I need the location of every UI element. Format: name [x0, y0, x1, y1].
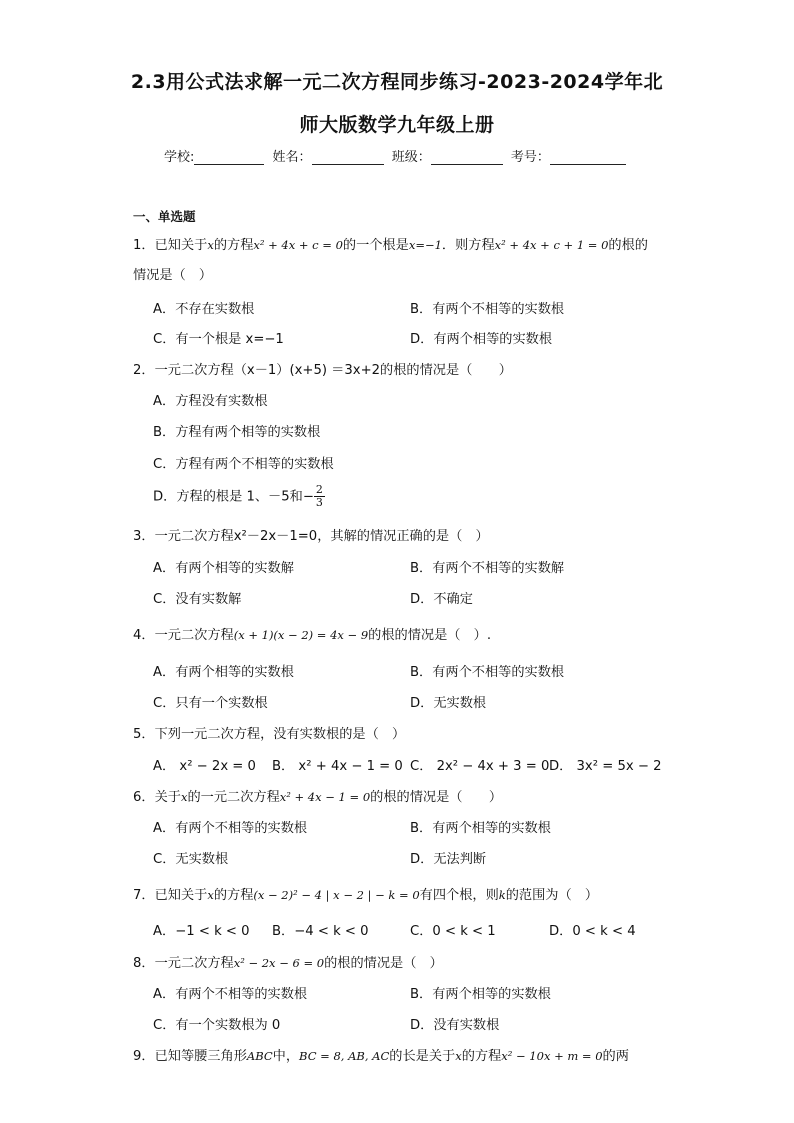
question-5-option-a[interactable]: A． x² − 2x = 0 — [153, 759, 256, 774]
class-field[interactable] — [431, 152, 503, 165]
question-2-option-b[interactable]: B．方程有两个相等的实数根 — [153, 425, 321, 440]
question-8-option-b[interactable]: B．有两个相等的实数根 — [410, 987, 551, 1002]
question-1-option-d[interactable]: D．有两个相等的实数根 — [410, 332, 553, 347]
exam-no-field[interactable] — [550, 152, 626, 165]
question-2-option-a[interactable]: A．方程没有实数根 — [153, 394, 268, 409]
question-6-option-d[interactable]: D．无法判断 — [410, 852, 487, 867]
question-4-option-d[interactable]: D．无实数根 — [410, 696, 487, 711]
page-title-line-2: 师大版数学九年级上册 — [299, 114, 495, 136]
question-9-stem: 9．已知等腰三角形ABC中，BC = 8, AB, AC的长是关于x的方程x² − 10x + m = 0的两 — [133, 1049, 629, 1064]
question-6-option-c[interactable]: C．无实数根 — [153, 852, 229, 867]
question-3-option-c[interactable]: C．没有实数解 — [153, 592, 242, 607]
question-1-option-b[interactable]: B．有两个不相等的实数根 — [410, 302, 565, 317]
question-4-stem: 4．一元二次方程(x + 1)(x − 2) = 4x − 9的根的情况是（ ）. — [133, 628, 492, 643]
question-7-option-a[interactable]: A．−1 < k < 0 — [153, 924, 250, 939]
question-2-option-d[interactable]: D．方程的根是 1、－5和− $\frac{2}{3}$ — [153, 483, 323, 509]
question-3-option-a[interactable]: A．有两个相等的实数解 — [153, 561, 294, 576]
name-field[interactable] — [312, 152, 384, 165]
question-7-stem: 7．已知关于x的方程(x − 2)² − 4 | x − 2 | − k = 0有四个根，则k的范围为（ ） — [133, 888, 599, 903]
exam-no-label: 考号： — [510, 150, 550, 165]
question-6-option-a[interactable]: A．有两个不相等的实数根 — [153, 821, 308, 836]
question-2-option-c[interactable]: C．方程有两个不相等的实数根 — [153, 457, 334, 472]
question-5-option-c[interactable]: C． 2x² − 4x + 3 = 0 — [410, 759, 550, 774]
question-6-option-b[interactable]: B．有两个相等的实数根 — [410, 821, 551, 836]
question-1-stem-line-2: 情况是（ ） — [133, 268, 213, 283]
question-7-option-c[interactable]: C．0 < k < 1 — [410, 924, 496, 939]
school-field[interactable] — [194, 152, 264, 165]
question-8-stem: 8．一元二次方程x² − 2x − 6 = 0的根的情况是（ ） — [133, 956, 443, 971]
question-1-option-c[interactable]: C．有一个根是 x=−1 — [153, 332, 284, 347]
question-8-option-d[interactable]: D．没有实数根 — [410, 1018, 500, 1033]
question-3-option-b[interactable]: B．有两个不相等的实数解 — [410, 561, 565, 576]
question-2-stem: 2．一元二次方程（x－1）(x+5) ＝3x+2的根的情况是（ ） — [133, 363, 512, 378]
question-5-option-b[interactable]: B． x² + 4x − 1 = 0 — [272, 759, 403, 774]
question-7-option-d[interactable]: D．0 < k < 4 — [549, 924, 636, 939]
question-1-option-a[interactable]: A．不存在实数根 — [153, 302, 255, 317]
question-8-option-a[interactable]: A．有两个不相等的实数根 — [153, 987, 308, 1002]
question-5-stem: 5．下列一元二次方程，没有实数根的是（ ） — [133, 727, 406, 742]
page-title-line-1: 2.3用公式法求解一元二次方程同步练习-2023-2024学年北 — [130, 71, 664, 93]
class-label: 班级： — [391, 150, 431, 165]
question-6-stem: 6．关于x的一元二次方程x² + 4x − 1 = 0的根的情况是（ ） — [133, 790, 503, 805]
question-7-option-b[interactable]: B．−4 < k < 0 — [272, 924, 369, 939]
name-label: 姓名： — [272, 150, 312, 165]
question-4-option-a[interactable]: A．有两个相等的实数根 — [153, 665, 294, 680]
question-1-stem: 1．已知关于x的方程x² + 4x + c = 0的一个根是x=−1．则方程x² + 4x + c + 1 = 0的根的 — [133, 238, 648, 253]
question-4-option-b[interactable]: B．有两个不相等的实数根 — [410, 665, 565, 680]
question-8-option-c[interactable]: C．有一个实数根为 0 — [153, 1018, 281, 1033]
question-3-stem: 3．一元二次方程x²－2x－1=0，其解的情况正确的是（ ） — [133, 529, 489, 544]
school-label: 学校: — [164, 150, 195, 165]
section-heading: 一、单选题 — [133, 209, 196, 224]
question-5-option-d[interactable]: D． 3x² = 5x − 2 — [549, 759, 662, 774]
fraction: $\frac{2}{3}$ — [315, 483, 323, 509]
question-4-option-c[interactable]: C．只有一个实数根 — [153, 696, 268, 711]
question-3-option-d[interactable]: D．不确定 — [410, 592, 473, 607]
student-info-row — [164, 146, 630, 165]
